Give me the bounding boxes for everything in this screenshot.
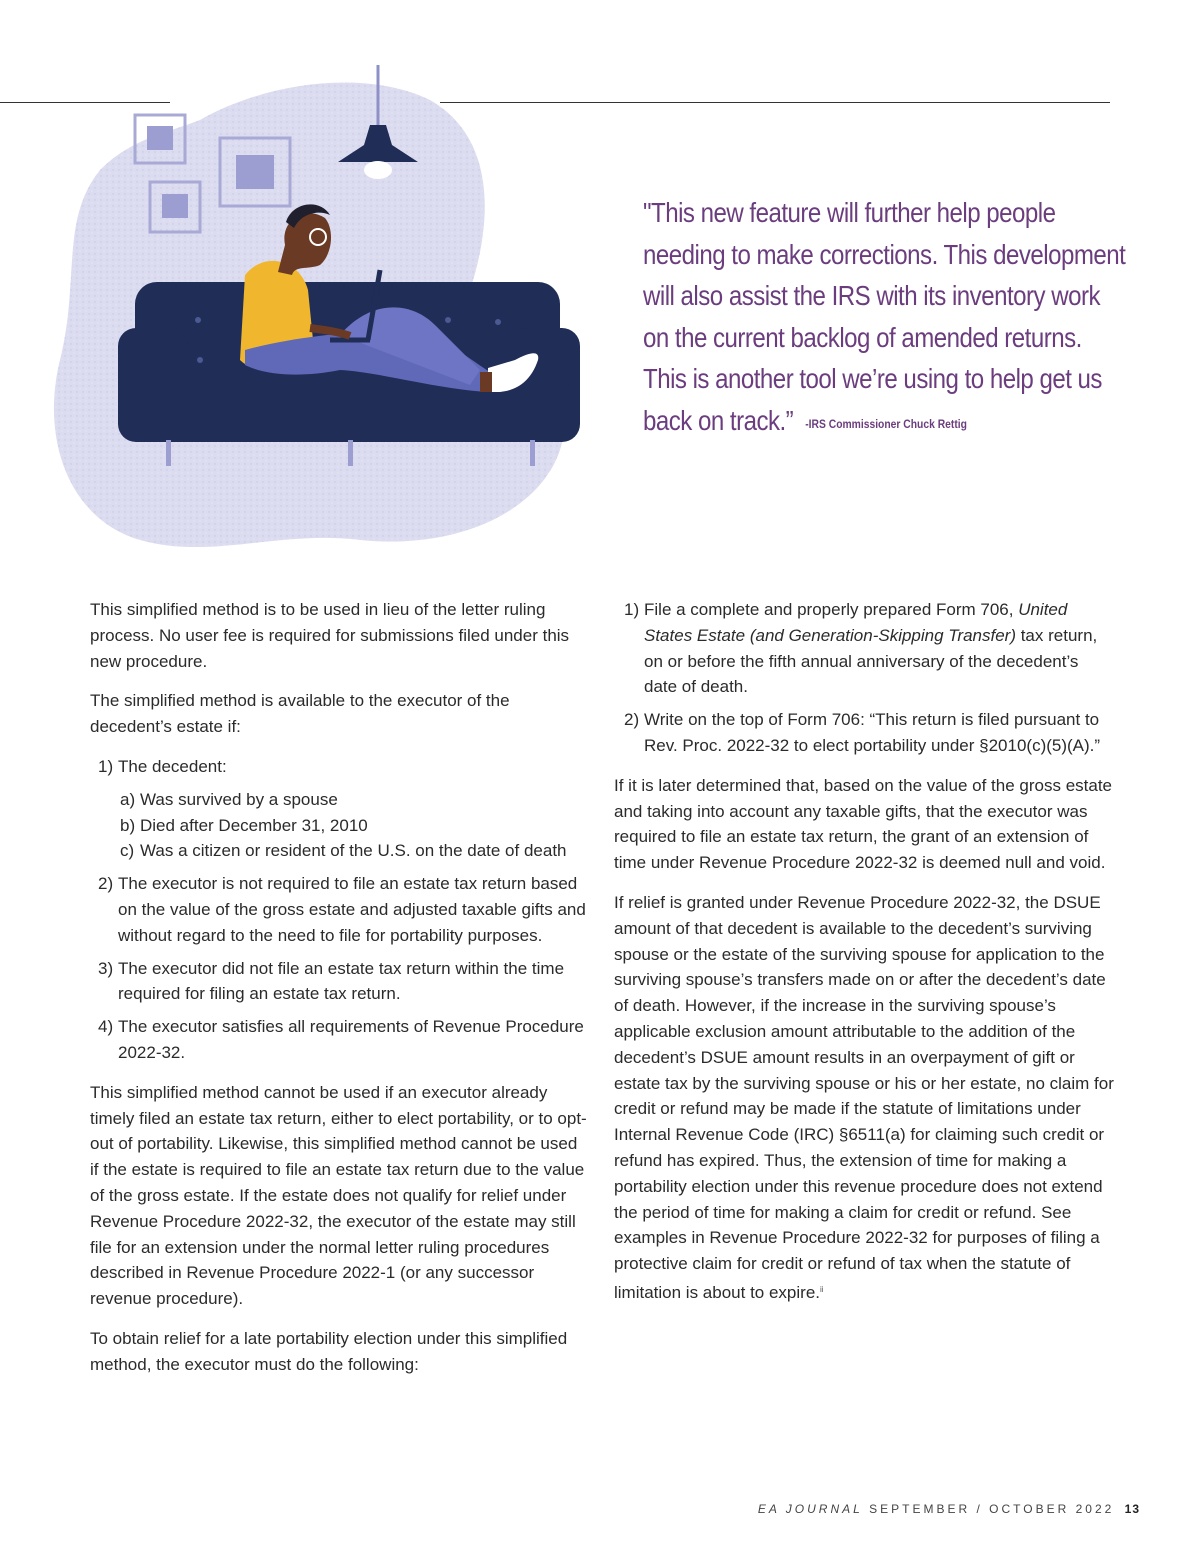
list-text: The executor is not required to file an estate tax return based on the value of the gross estate and adjusted taxable gifts and without regard to the need to file for portability purposes. xyxy=(118,874,586,945)
list-number: 2) xyxy=(98,874,114,894)
pull-quote-line: needing to make corrections. This development xyxy=(643,238,1126,270)
sub-list-letter: b) xyxy=(120,815,136,835)
pull-quote-line: back on track.” xyxy=(643,404,794,436)
pull-quote-line: "This new feature will further help people xyxy=(643,197,1056,228)
list-text: Write on the top of Form 706: “This return is filed pursuant to Rev. Proc. 2022-32 to elect portability under §2010(c)(5)(A).” xyxy=(644,710,1101,755)
sub-list-item xyxy=(90,787,590,813)
list-item xyxy=(90,956,590,1008)
list-item xyxy=(614,707,1114,759)
quote-attribution: -IRS Commissioner Chuck Rettig xyxy=(805,416,967,431)
sub-list-letter: c) xyxy=(120,841,135,861)
page-footer xyxy=(758,1502,1140,1516)
illustration-person-on-sofa xyxy=(40,60,600,560)
left-column xyxy=(90,597,590,1392)
pull-quote-line: will also assist the IRS with its inventory work xyxy=(643,280,1100,312)
paragraph: This simplified method is to be used in lieu of the letter ruling process. No user fee is required for submissions filed under this new procedure. xyxy=(90,600,570,671)
paragraph: To obtain relief for a late portability election under this simplified method, the executor must do the following: xyxy=(90,1328,568,1374)
paragraph: This simplified method cannot be used if an executor already timely filed an estate tax return, either to elect portability, or to opt-out of portability. Likewise, this simplified method cannot be used if the estate is required to file an estate tax return due to the value of the gross estate. If the estate does not qualify for relief under Revenue Procedure 2022-32, the executor of the estate may still file for an extension under the normal letter ruling procedures described in Revenue Procedure 2022-1 (or any successor revenue procedure). xyxy=(90,1082,587,1309)
sub-list-item xyxy=(90,813,590,839)
sub-list-text: Was a citizen or resident of the U.S. on the date of death xyxy=(140,841,567,861)
sub-list-text: Was survived by a spouse xyxy=(140,789,338,809)
sub-list-item xyxy=(90,838,590,864)
form-title: United States Estate (and Generation-Skipping Transfer) xyxy=(644,600,1068,645)
list-item xyxy=(90,871,590,948)
list-item xyxy=(90,754,590,780)
steps-list xyxy=(614,597,1114,759)
issue-date: SEPTEMBER / OCTOBER 2022 xyxy=(869,1502,1115,1516)
list-number: 3) xyxy=(98,958,114,978)
pull-quote xyxy=(643,192,1126,446)
footnote-marker: ii xyxy=(820,1284,824,1294)
list-number: 2) xyxy=(624,710,640,730)
page-number: 13 xyxy=(1124,1502,1140,1516)
publication-name: EA JOURNAL xyxy=(757,1502,863,1516)
list-number: 1) xyxy=(98,756,114,776)
eligibility-list xyxy=(90,754,590,1066)
list-number: 1) xyxy=(624,600,640,619)
list-text: The executor satisfies all requirements of Revenue Procedure 2022-32. xyxy=(118,1017,584,1062)
list-number: 4) xyxy=(98,1017,114,1037)
list-text: The decedent: xyxy=(118,756,227,776)
list-item xyxy=(614,597,1114,700)
list-text: File a complete and properly prepared Form 706, xyxy=(644,600,1019,619)
pull-quote-last-line xyxy=(643,400,1047,446)
decedent-sub-list xyxy=(90,787,590,864)
paragraph: The simplified method is available to the executor of the decedent’s estate if: xyxy=(90,691,510,737)
paragraph-text: If relief is granted under Revenue Procedure 2022-32, the DSUE amount of that decedent is available to the decedent’s surviving spouse or the estate of the surviving spouse for application to the surviving spouse’s transfers made on or after the decedent’s date of death. However, if the increase in the surviving spouse’s applicable exclusion amount attributable to the addition of the decedent’s DSUE amount results in an overpayment of gift or estate tax by the surviving spouse or his or her estate, no claim for credit or refund may be made if the statute of limitations under Internal Revenue Code (IRC) §6511(a) for claiming such credit or refund has expired. Thus, the extension of time for making a portability election under this revenue procedure does not extend the period of time for making a claim for credit or refund. See examples in Revenue Procedure 2022-32 for purposes of filing a protective claim for credit or refund of tax when the statute of limitation is about to expire. xyxy=(614,892,1114,1302)
list-item xyxy=(90,1014,590,1066)
pull-quote-line: on the current backlog of amended returns. xyxy=(643,321,1082,353)
sub-list-text: Died after December 31, 2010 xyxy=(140,815,368,835)
list-text: The executor did not file an estate tax return within the time required for filing an estate tax return. xyxy=(118,958,565,1004)
pull-quote-line: This is another tool we’re using to help get us xyxy=(643,363,1102,395)
list-text: tax return, on or before the fifth annual anniversary of the decedent’s date of death. xyxy=(644,625,1098,697)
sub-list-letter: a) xyxy=(120,789,136,809)
paragraph: If it is later determined that, based on the value of the gross estate and taking into account any taxable gifts, that the executor was required to file an estate tax return, the grant of an extension of time under Revenue Procedure 2022-32 is deemed null and void. xyxy=(614,775,1113,873)
right-column xyxy=(614,597,1114,1320)
paragraph xyxy=(614,890,1114,1306)
